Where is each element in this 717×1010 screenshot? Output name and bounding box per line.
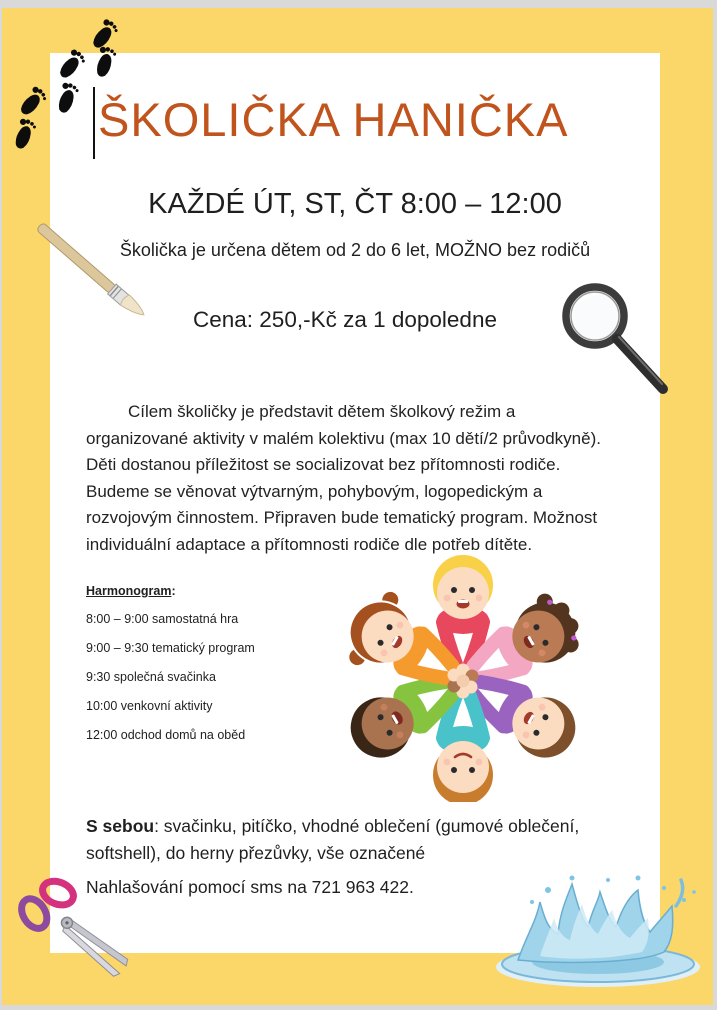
description-line: individuální adaptace a přítomnosti rodiče dle potřeb dítěte. (86, 534, 533, 554)
bring-line-1 (86, 813, 579, 840)
schedule-headline: KAŽDÉ ÚT, ST, ČT 8:00 – 12:00 (148, 188, 562, 220)
children-circle-illustration (333, 552, 593, 802)
page-title: ŠKOLIČKA HANIČKA (98, 93, 569, 146)
bring-text-1: : svačinku, pitíčko, vhodné oblečení (gumové oblečení, (154, 816, 580, 836)
harmonogram-item: 12:00 odchod domů na oběd (86, 728, 246, 742)
price-line: Cena: 250,-Kč za 1 dopoledne (193, 307, 497, 332)
contact-line: Nahlašování pomocí sms na 721 963 422. (86, 877, 414, 897)
harmonogram-item: 9:30 společná svačinka (86, 670, 216, 684)
bring-section (86, 813, 579, 867)
harmonogram-title-text: Harmonogram (86, 584, 172, 598)
description-line: organizované aktivity v malém kolektivu (max 10 dětí/2 průvodkyně). (86, 428, 601, 448)
water-splash-icon (488, 872, 708, 990)
scissors-icon (12, 860, 147, 995)
harmonogram-item: 10:00 venkovní aktivity (86, 699, 213, 713)
bring-line-2: softshell), do herny přezůvky, vše označené (86, 843, 426, 863)
audience-line: Školička je určena dětem od 2 do 6 let, MOŽNO bez rodičů (119, 240, 591, 260)
description-line: Budeme se věnovat výtvarným, pohybovým, logopedickým a (86, 481, 543, 501)
description-line: Děti dostanou příležitost se socializovat bez přítomnosti rodiče. (86, 455, 561, 474)
harmonogram-title (86, 584, 255, 598)
description-paragraph (86, 399, 646, 558)
text-cursor (93, 87, 95, 159)
bring-label: S sebou (86, 816, 155, 836)
magnifying-glass-icon (550, 270, 690, 405)
harmonogram-item: 9:00 – 9:30 tematický program (86, 641, 255, 655)
harmonogram-section (86, 584, 255, 757)
description-line: rozvojovým činnostem. Připraven bude tematický program. Možnost (86, 508, 598, 527)
paintbrush-icon (34, 222, 184, 337)
harmonogram-item: 8:00 – 9:00 samostatná hra (86, 612, 239, 626)
description-line: Cílem školičky je představit dětem školkový režim a (128, 402, 516, 421)
harmonogram-title-colon: : (171, 584, 176, 598)
